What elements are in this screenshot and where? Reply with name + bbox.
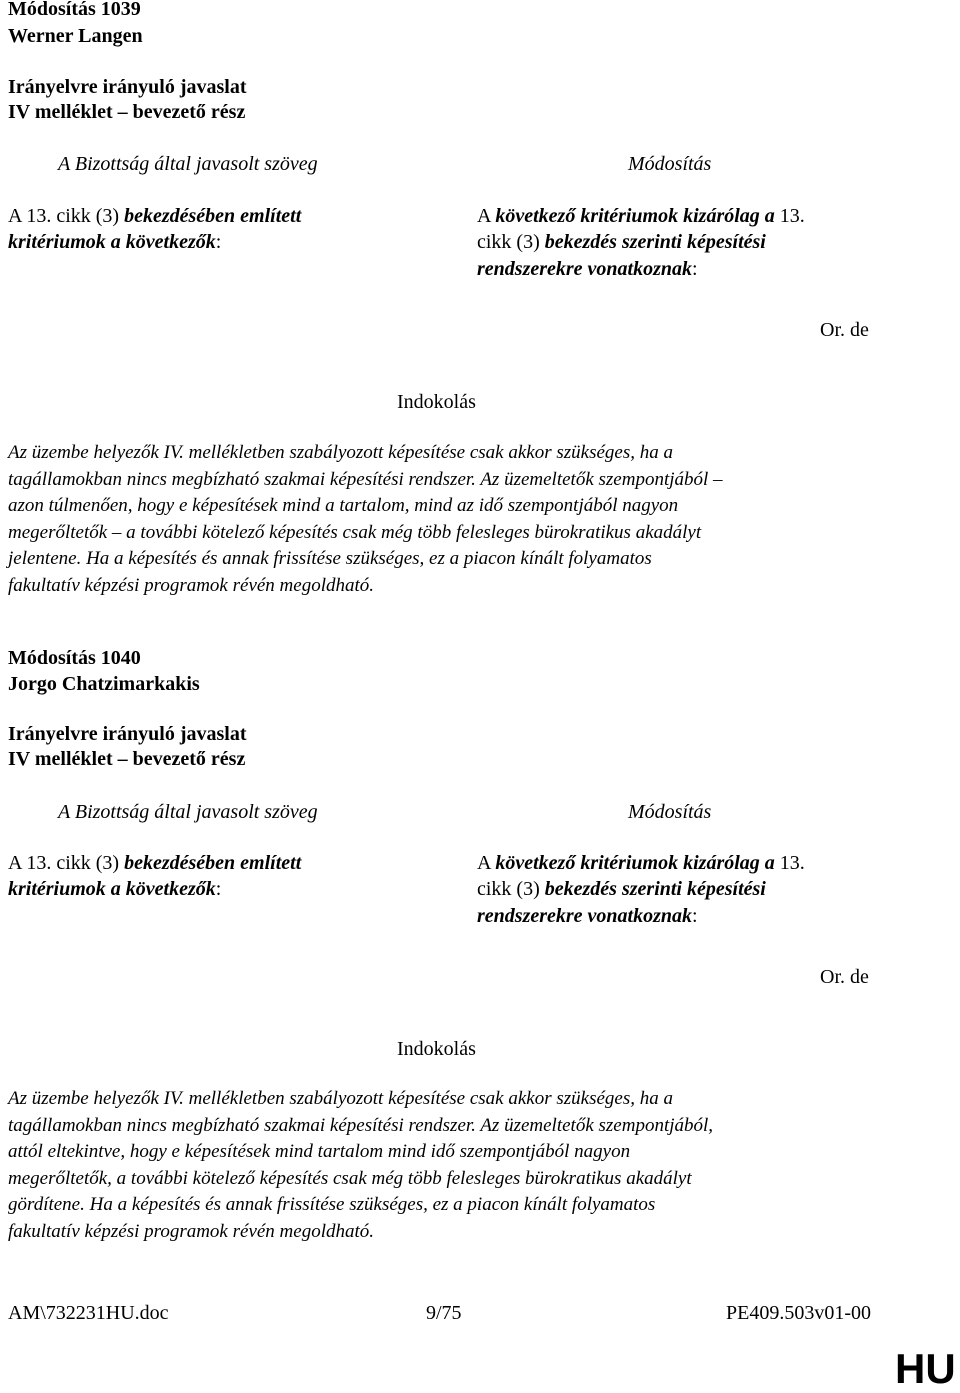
- justification-text: [8, 440, 723, 599]
- pe-reference: PE409.503v01-00: [726, 1302, 871, 1324]
- original-language: Or. de: [820, 319, 869, 341]
- justification-line: megerőltetők, a további kötelező képesítés csak még több felesleges bürokratikus akadályt: [8, 1167, 692, 1189]
- justification-line: Az üzembe helyezők IV. mellékletben szabályozott képesítése csak akkor szükséges, ha a: [8, 1088, 673, 1109]
- page-number: 9/75: [426, 1302, 462, 1324]
- justification-line: fakultatív képzési programok révén megoldható.: [8, 574, 375, 596]
- justification-header: Indokolás: [397, 1038, 476, 1060]
- amendment-text-line: A következő kritériumok kizárólag a 13.: [477, 205, 805, 227]
- proposal-title: Irányelvre irányuló javaslat: [8, 76, 247, 98]
- justification-line: tagállamokban nincs megbízható szakmai képesítési rendszer. Az üzemeltetők szempontjából –: [8, 468, 723, 490]
- commission-text-line: kritériumok a következők:: [8, 878, 222, 900]
- justification-line: attól eltekintve, hogy e képesítések mind tartalom mind idő szempontjából nagyon: [8, 1141, 631, 1162]
- justification-header: Indokolás: [397, 391, 476, 413]
- amendment-number: Módosítás 1040: [8, 647, 141, 669]
- commission-text-line: A 13. cikk (3) bekezdésében említett: [8, 205, 302, 227]
- column-header-amendment: Módosítás: [628, 153, 712, 175]
- justification-line: azon túlmenően, hogy e képesítések mind a tartalom, mind az idő szempontjából nagyon: [8, 495, 679, 516]
- amendment-text-line: rendszerekre vonatkoznak:: [477, 905, 698, 927]
- justification-line: fakultatív képzési programok révén megoldható.: [8, 1220, 375, 1242]
- amendment-text-line: A következő kritériumok kizárólag a 13.: [477, 852, 805, 874]
- column-header-commission: A Bizottság által javasolt szöveg: [58, 153, 318, 175]
- amendment-number: Módosítás 1039: [8, 0, 141, 20]
- amendment-author: Werner Langen: [8, 25, 143, 47]
- justification-line: jelentene. Ha a képesítés és annak frissítése szükséges, ez a piacon kínált folyamatos: [8, 548, 652, 569]
- proposal-title: Irányelvre irányuló javaslat: [8, 723, 247, 745]
- commission-text-line: kritériumok a következők:: [8, 231, 222, 253]
- amendment-text-line: cikk (3) bekezdés szerinti képesítési: [477, 231, 766, 253]
- document-reference: AM\732231HU.doc: [8, 1302, 169, 1324]
- original-language: Or. de: [820, 966, 869, 988]
- amendment-text-line: cikk (3) bekezdés szerinti képesítési: [477, 878, 766, 900]
- justification-line: tagállamokban nincs megbízható szakmai képesítési rendszer. Az üzemeltetők szempontjából,: [8, 1114, 714, 1136]
- amendment-text-line: rendszerekre vonatkoznak:: [477, 258, 698, 280]
- reference: IV melléklet – bevezető rész: [8, 748, 246, 770]
- language-code: HU: [895, 1345, 956, 1392]
- column-header-amendment: Módosítás: [628, 801, 712, 823]
- justification-line: gördítene. Ha a képesítés és annak frissítése szükséges, ez a piacon kínált folyamatos: [8, 1194, 656, 1215]
- justification-line: Az üzembe helyezők IV. mellékletben szabályozott képesítése csak akkor szükséges, ha a: [8, 442, 673, 463]
- amendment-author: Jorgo Chatzimarkakis: [8, 673, 200, 695]
- justification-line: megerőltetők – a további kötelező képesítés csak még több felesleges bürokratikus akadályt: [8, 521, 702, 543]
- commission-text-line: A 13. cikk (3) bekezdésében említett: [8, 852, 302, 874]
- justification-text: [8, 1086, 713, 1245]
- column-header-commission: A Bizottság által javasolt szöveg: [58, 801, 318, 823]
- reference: IV melléklet – bevezető rész: [8, 101, 246, 123]
